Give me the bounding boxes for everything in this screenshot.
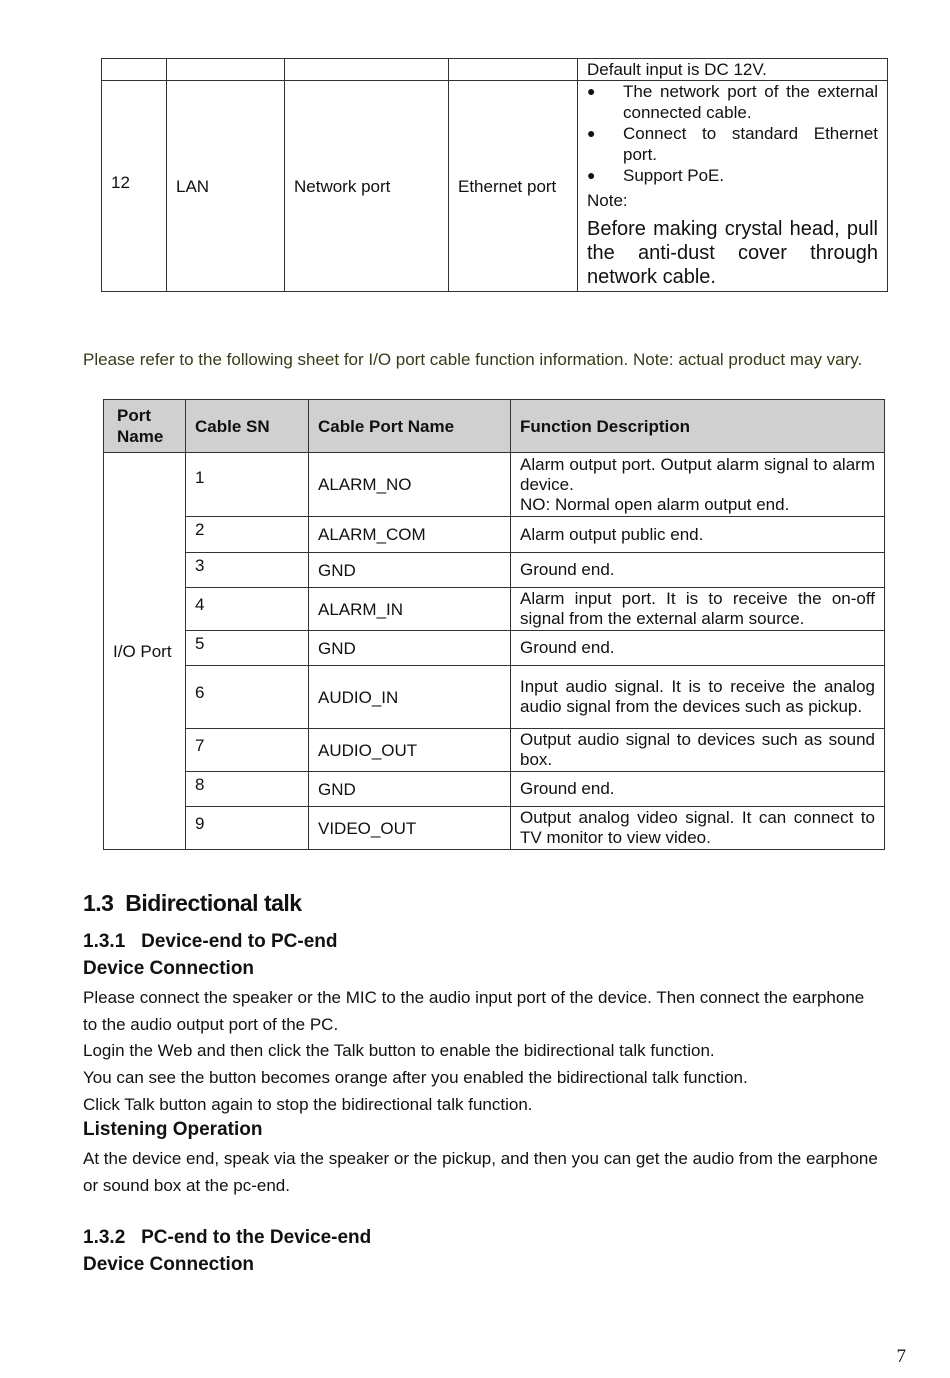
cable-sn: 6	[186, 666, 309, 729]
function-description: Input audio signal. It is to receive the analog audio signal from the devices such as pickup.	[511, 666, 885, 729]
cable-port-name: ALARM_NO	[309, 453, 511, 517]
list-item: ● Support PoE.	[587, 166, 725, 185]
paragraph: You can see the button becomes orange after you enabled the bidirectional talk function.	[83, 1068, 748, 1087]
table-cell: Ethernet port	[449, 81, 578, 292]
io-intro-text: Please refer to the following sheet for I/O port cable function information. Note: actual product may vary.	[83, 350, 863, 369]
function-description: Output audio signal to devices such as sound box.	[511, 729, 885, 772]
cable-sn: 1	[186, 453, 309, 517]
column-header: Function Description	[511, 400, 885, 453]
cable-port-name: GND	[309, 553, 511, 588]
function-description: Ground end.	[511, 553, 885, 588]
port-table-continued	[101, 58, 888, 292]
column-header: Cable SN	[186, 400, 309, 453]
paragraph: Click Talk button again to stop the bidirectional talk function.	[83, 1095, 533, 1114]
cable-sn: 7	[186, 729, 309, 772]
column-header: Cable Port Name	[309, 400, 511, 453]
table-cell: Network port	[285, 81, 449, 292]
table-row	[102, 59, 888, 81]
note-label: Note:	[587, 191, 628, 210]
bullet-icon: ●	[587, 83, 596, 99]
cable-sn: 9	[186, 807, 309, 850]
cable-port-name: GND	[309, 631, 511, 666]
function-description: Output analog video signal. It can connect to TV monitor to view video.	[511, 807, 885, 850]
paragraph: Login the Web and then click the Talk button to enable the bidirectional talk function.	[83, 1041, 715, 1060]
list-item: ● Connect to standard Ethernet port.	[587, 124, 878, 164]
function-description: Ground end.	[511, 772, 885, 807]
subheading-device-connection: Device Connection	[83, 958, 255, 979]
cable-port-name: VIDEO_OUT	[309, 807, 511, 850]
cable-sn: 5	[186, 631, 309, 666]
table-row	[102, 81, 888, 292]
section-heading-1-3-1: 1.3.1 Device-end to PC-end	[83, 931, 338, 952]
cable-port-name: ALARM_IN	[309, 588, 511, 631]
function-description: Ground end.	[511, 631, 885, 666]
table-cell: Default input is DC 12V.	[578, 59, 888, 81]
table-row	[104, 631, 885, 666]
cable-sn: 8	[186, 772, 309, 807]
table-row	[104, 588, 885, 631]
section-heading-1-3: 1.3 Bidirectional talk	[83, 890, 302, 916]
cable-port-name: AUDIO_OUT	[309, 729, 511, 772]
bullet-icon: ●	[587, 125, 596, 141]
function-description: Alarm output port. Output alarm signal to alarm device. NO: Normal open alarm output end.	[511, 453, 885, 517]
subheading-device-connection: Device Connection	[83, 1254, 255, 1275]
cable-port-name: ALARM_COM	[309, 517, 511, 553]
function-description: Alarm output public end.	[511, 517, 885, 553]
note-text: Before making crystal head, pull the anti-dust cover through network cable.	[587, 218, 878, 288]
table-header-row	[104, 400, 885, 453]
table-cell: LAN	[167, 81, 285, 292]
paragraph: At the device end, speak via the speaker or the pickup, and then you can get the audio from the earphone or sound box at the pc-end.	[83, 1149, 878, 1195]
page-number: 7	[896, 1346, 906, 1367]
section-heading-1-3-2: 1.3.2 PC-end to the Device-end	[83, 1227, 372, 1248]
subheading-listening-operation: Listening Operation	[83, 1119, 263, 1140]
io-port-table	[103, 399, 885, 850]
table-cell: 12	[102, 81, 167, 292]
cable-sn: 4	[186, 588, 309, 631]
cable-sn: 3	[186, 553, 309, 588]
table-cell	[578, 81, 888, 292]
cable-port-name: AUDIO_IN	[309, 666, 511, 729]
table-row	[104, 772, 885, 807]
table-row	[104, 729, 885, 772]
table-row	[104, 517, 885, 553]
cable-port-name: GND	[309, 772, 511, 807]
table-row	[104, 553, 885, 588]
paragraph: Please connect the speaker or the MIC to the audio input port of the device. Then connect the earphone to the audio output port of the PC.	[83, 988, 865, 1034]
list-item: ● The network port of the external connected cable.	[587, 82, 878, 122]
port-name-cell: I/O Port	[104, 453, 186, 850]
bullet-icon: ●	[587, 167, 596, 183]
table-row	[104, 666, 885, 729]
column-header: Port Name	[104, 400, 186, 453]
table-row	[104, 807, 885, 850]
function-description: Alarm input port. It is to receive the on-off signal from the external alarm source.	[511, 588, 885, 631]
table-row	[104, 453, 885, 517]
cable-sn: 2	[186, 517, 309, 553]
